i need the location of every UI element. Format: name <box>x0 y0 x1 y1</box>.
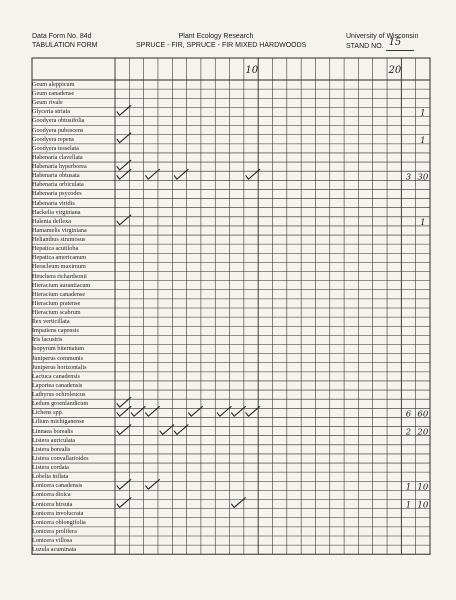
check-mark <box>117 169 131 179</box>
check-mark <box>117 106 131 116</box>
species-name: Hamamelis virginiana <box>32 226 87 234</box>
check-mark <box>160 425 174 435</box>
species-name: Lilium michiganense <box>32 418 85 426</box>
species-name: Halenia deflexa <box>32 217 71 225</box>
check-mark <box>117 479 131 489</box>
check-mark <box>217 407 231 417</box>
species-name: Ledum groenlandicum <box>32 400 89 408</box>
species-name: Lonicera oblongifolia <box>32 518 86 526</box>
tally-value: 10 <box>417 482 429 493</box>
tally-value: 60 <box>417 409 429 420</box>
check-mark <box>117 160 131 170</box>
university-name: University of Wisconsin <box>346 33 419 40</box>
species-name: Habenaria hyperborea <box>32 163 87 171</box>
org-name: Plant Ecology Research <box>178 33 254 40</box>
species-name: Habenaria clavellata <box>32 153 83 161</box>
stand-number-value: 15 <box>388 37 402 48</box>
tally-value: 1 <box>405 500 412 511</box>
species-name: Glyceria striata <box>32 108 70 116</box>
species-name: Linnaea borealis <box>32 427 74 435</box>
species-name: Juniperus communis <box>32 354 84 362</box>
species-name: Habenaria orbiculata <box>32 181 84 189</box>
check-mark <box>174 425 188 435</box>
check-mark <box>232 498 246 508</box>
check-mark <box>246 169 260 179</box>
tally-value: 3 <box>405 172 412 183</box>
tally-value: 6 <box>405 409 412 420</box>
species-name: Helianthus strumosus <box>32 236 86 244</box>
species-name: Goodyera obtusifolia <box>32 117 85 125</box>
species-name: Lobelia inflata <box>32 473 69 481</box>
species-name: Habenaria viridis <box>32 199 75 207</box>
check-mark <box>117 133 131 143</box>
species-name: Juniperus horizontalis <box>32 363 87 371</box>
species-name: Lonicera dioica <box>32 491 71 499</box>
check-mark <box>117 425 131 435</box>
species-name: Geum rivale <box>32 99 63 107</box>
check-mark <box>146 169 160 179</box>
species-name: Geum aleppicum <box>32 81 75 88</box>
check-mark <box>174 169 188 179</box>
tally-value: 1 <box>420 108 426 119</box>
species-name: Ilex verticillata <box>32 318 70 326</box>
grid-border <box>32 58 430 554</box>
species-name: Lonicera involucrata <box>32 509 84 517</box>
species-name: Listera borealis <box>32 445 71 453</box>
check-mark <box>246 407 260 417</box>
species-name: Impatiens capensis <box>32 327 79 335</box>
species-name: Lonicera prolifera <box>32 527 77 535</box>
species-name: Lonicera canadensis <box>32 482 83 490</box>
column-marker-20: 20 <box>388 65 402 76</box>
species-name: Habenaria psycodes <box>32 190 82 198</box>
tally-value: 10 <box>417 500 429 511</box>
stand-number-label: STAND NO. <box>346 43 384 50</box>
check-mark <box>117 397 131 407</box>
species-name: Iris lacustris <box>32 336 63 344</box>
tally-value: 20 <box>417 427 429 438</box>
species-name: Geum canadense <box>32 90 75 98</box>
tally-value: 2 <box>405 427 412 438</box>
species-name: Habenaria obtusata <box>32 172 80 180</box>
species-name: Lactuca canadensis <box>32 372 80 380</box>
species-name: Heuchera richardsonii <box>32 272 87 280</box>
species-name: Lonicera hirsuta <box>32 500 73 508</box>
species-name: Lichens spp. <box>32 409 64 417</box>
species-name: Laportea canadensis <box>32 381 83 389</box>
species-name: Lonicera villosa <box>32 537 73 544</box>
species-name: Heracleum maximum <box>32 263 86 271</box>
form-title: TABULATION FORM <box>32 42 98 49</box>
check-mark <box>146 479 160 489</box>
column-marker-10: 10 <box>245 65 259 76</box>
species-name: Hepatica americanum <box>32 254 87 262</box>
species-name: Isopyrum biternatum <box>32 345 85 353</box>
form-number: Data Form No. 84d <box>32 33 92 40</box>
species-name: Hepatica acutiloba <box>32 245 79 253</box>
check-mark <box>117 498 131 508</box>
species-name: Hieracium scabrum <box>32 309 81 316</box>
check-mark <box>232 407 246 417</box>
check-mark <box>189 407 203 417</box>
species-name: Hieracium pratense <box>32 299 81 307</box>
species-name: Goodyera repens <box>32 135 75 143</box>
species-name: Listera convallarioides <box>32 454 89 462</box>
species-name: Luzula acuminata <box>32 546 77 554</box>
species-name: Hieracium canadense <box>32 290 86 298</box>
species-name: Hackelia virginiana <box>32 208 81 216</box>
check-mark <box>117 215 131 225</box>
check-mark <box>146 407 160 417</box>
tally-value: 1 <box>405 482 412 493</box>
species-name: Goodyera pubescens <box>32 126 84 134</box>
form-subtitle: SPRUCE - FIR, SPRUCE - FIR MIXED HARDWOODS <box>136 42 307 49</box>
tally-value: 1 <box>420 217 426 228</box>
check-mark <box>117 407 131 417</box>
species-name: Goodyera tesselata <box>32 144 79 152</box>
species-name: Listera auriculata <box>32 436 76 444</box>
tally-value: 1 <box>420 135 426 146</box>
species-name: Lathyrus ochroleucus <box>32 391 86 399</box>
tally-value: 30 <box>417 172 429 183</box>
species-name: Listera cordata <box>32 464 69 472</box>
species-name: Hieracium aurantiacum <box>32 281 91 289</box>
check-mark <box>131 407 145 417</box>
